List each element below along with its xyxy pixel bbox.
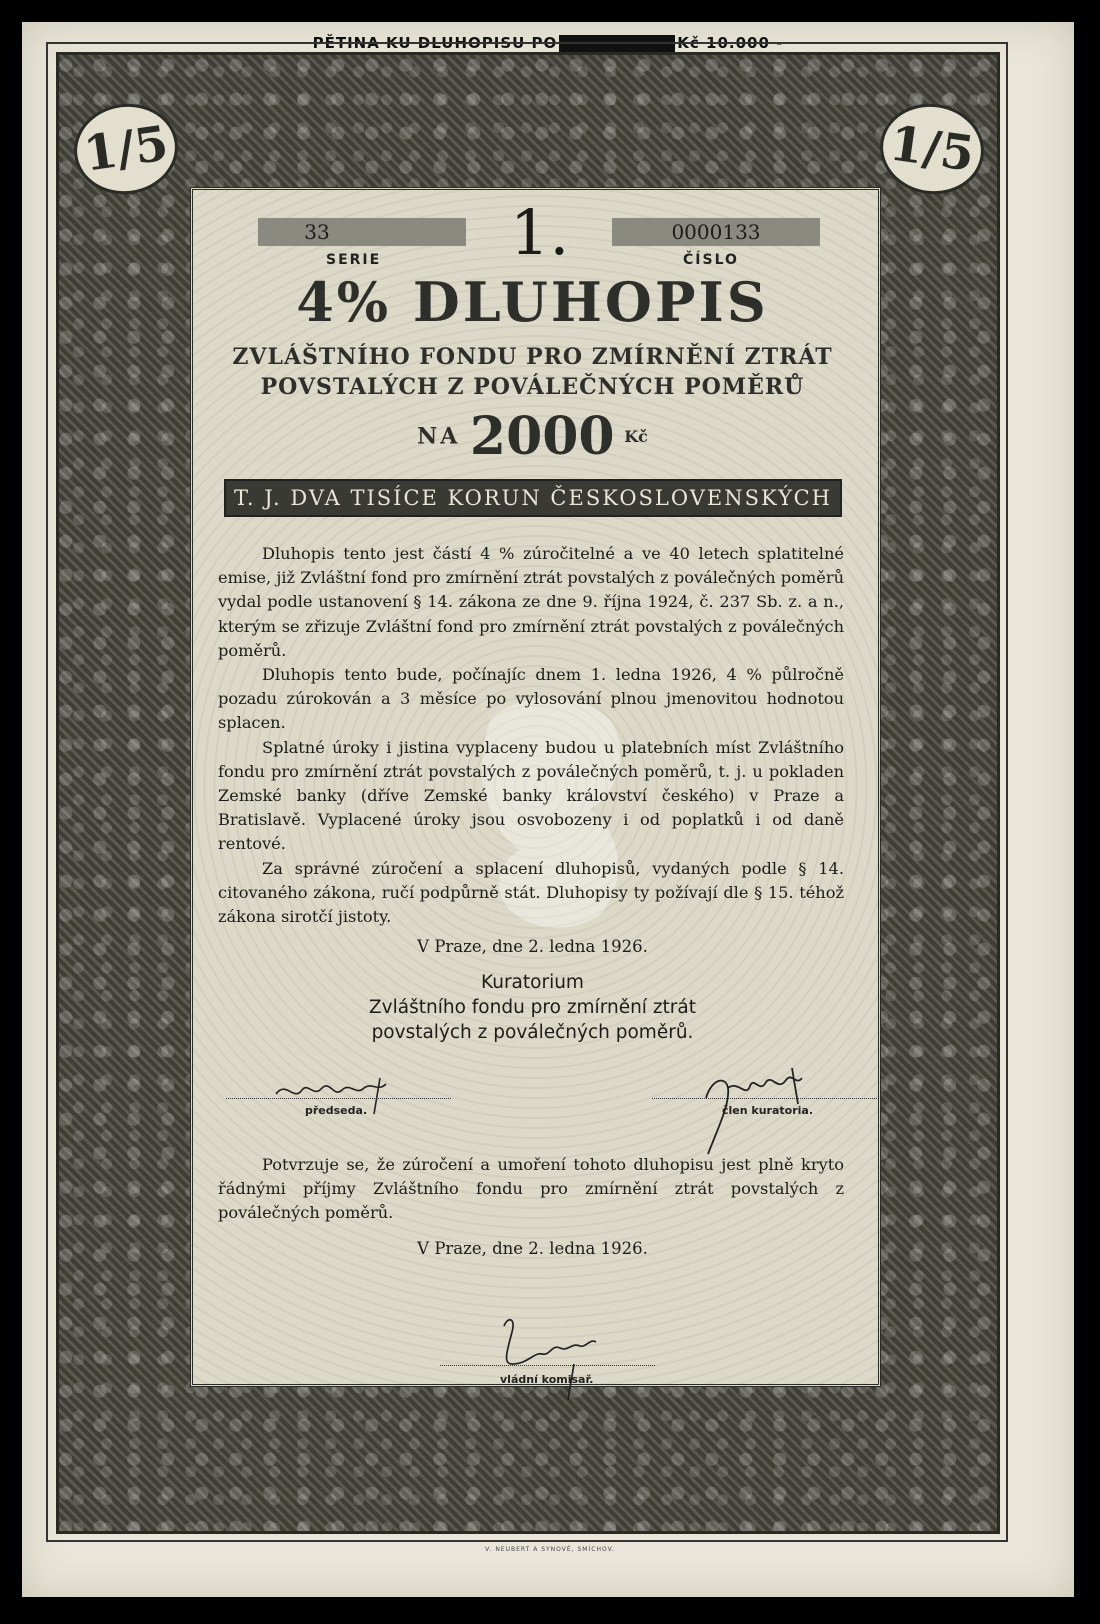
terms-paragraph-4: Za správné zúročení a splacení dluhopisů, vydaných podle § 14. citovaného zákona, ručí podpůrně stát. Dluhopisy ty požívají dle § 15. téhož zákona sirotčí jistoty. — [218, 858, 844, 927]
amount-currency: Kč — [624, 427, 648, 446]
commissioner-role: vládní komisař. — [500, 1373, 594, 1386]
confirmation-paragraph: Potvrzuje se, že zúročení a umoření tohoto dluhopisu jest plně kryto řádnými příjmy Zvláštního fondu pro zmírnění ztrát povstalých z poválečných poměrů. — [218, 1155, 844, 1223]
kuratorium-line3: povstalých z poválečných poměrů. — [371, 1022, 694, 1043]
serie-value: 33 — [304, 220, 330, 244]
terms-paragraph-1: Dluhopis tento jest částí 4 % zúročitelné a ve 40 letech splatitelné emise, již Zvláštní fond pro zmírnění ztrát povstalých z poválečných poměrů vydal podle ustanovení § 14. zákona ze dne 9. října 1924, č. 237 Sb. z. a n., kterým se zřizuje Zvláštní fond pro zmírnění ztrát povstalých z poválečných poměrů. — [218, 544, 844, 660]
serie-bar — [258, 218, 466, 246]
confirmation-text — [218, 1153, 844, 1226]
chairman-sig-line — [226, 1098, 451, 1099]
amount-row — [190, 406, 875, 467]
kuratorium-line2: Zvláštního fondu pro zmírnění ztrát — [369, 997, 696, 1018]
printer-imprint: V. NEUBERT A SYNOVÉ, SMÍCHOV. — [485, 1546, 615, 1553]
amount-prefix: NA — [417, 423, 461, 450]
issue-place-date: V Praze, dne 2. ledna 1926. — [417, 937, 648, 956]
member-role: člen kuratoria. — [722, 1104, 814, 1117]
terms-paragraph-2: Dluhopis tento bude, počínajíc dnem 1. ledna 1926, 4 % půlročně pozadu zúrokován a 3 měsíce po vylosování plnou jmenovitou hodnotou splacen. — [218, 665, 844, 733]
amount-words-band: T. J. DVA TISÍCE KORUN ČESKOSLOVENSKÝCH — [224, 479, 842, 517]
subtitle-line1: ZVLÁŠTNÍHO FONDU PRO ZMÍRNĚNÍ ZTRÁT — [232, 344, 833, 370]
bond-terms — [218, 542, 844, 929]
cislo-value: 0000133 — [671, 220, 761, 244]
terms-paragraph-3: Splatné úroky i jistina vyplaceny budou u platebních míst Zvláštního fondu pro zmírnění ztrát povstalých z poválečných poměrů, t. j. u pokladen Zemské banky (dříve Zemské banky království českého) v Praze a Bratislavě. Vyplacené úroky jsou osvobozeny i od poplatků i od daně rentové. — [218, 737, 844, 854]
header-prefix: PĚTINA KU DLUHOPISU PO — [312, 34, 558, 52]
corner-fraction-right: 1/5 — [874, 97, 990, 201]
subtitle-line2: POVSTALÝCH Z POVÁLEČNÝCH POMĚRŮ — [260, 374, 805, 400]
confirmation-place-date: V Praze, dne 2. ledna 1926. — [417, 1239, 648, 1258]
member-sig-line — [652, 1098, 877, 1099]
commissioner-sig-line — [440, 1365, 655, 1366]
commissioner-signature — [494, 1312, 614, 1402]
chairman-role: předseda. — [305, 1104, 368, 1117]
issue-number: 1. — [510, 196, 570, 269]
kuratorium-line1: Kuratorium — [481, 972, 584, 993]
corner-fraction-left: 1/5 — [68, 97, 184, 201]
header-suffix: Kč 10.000 - — [677, 34, 784, 52]
kuratorium-block — [190, 970, 875, 1045]
amount-value: 2000 — [469, 406, 615, 467]
serie-label: SERIE — [326, 252, 382, 268]
bond-title: 4% DLUHOPIS — [296, 270, 769, 334]
cislo-label: ČÍSLO — [683, 252, 739, 268]
cislo-bar — [612, 218, 820, 246]
